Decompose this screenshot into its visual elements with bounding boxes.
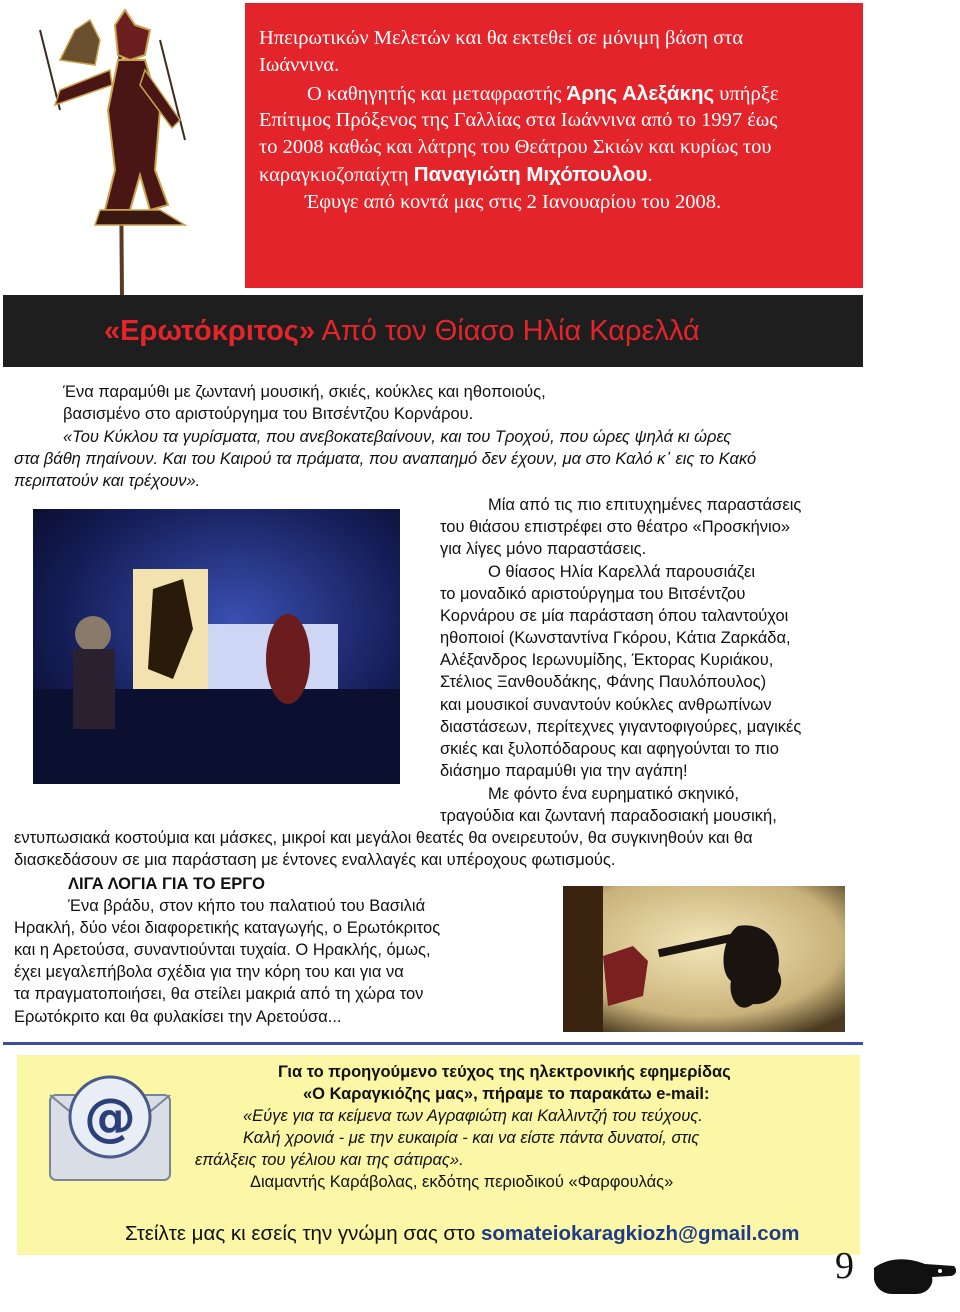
- pointing-hand-icon: [870, 1250, 958, 1300]
- intro-line-5: το 2008 καθώς και λάτρης του Θεάτρου Σκιών και κυρίως του: [259, 136, 772, 158]
- story-line-5: τα πραγματοποιήσει, θα στείλει μακριά από τη χώρα τον: [14, 985, 424, 1003]
- right-col-line-8: Αλέξανδρος Ιερωνυμίδης, Έκτορας Κυριάκου,: [440, 651, 774, 669]
- right-col-line-1: Μία από τις πιο επιτυχημένες παραστάσεις: [488, 496, 802, 514]
- lead-line-1: Ένα παραμύθι με ζωντανή μουσική, σκιές, κούκλες και ηθοποιούς,: [63, 383, 546, 401]
- mailbox-heading-1: Για το προηγούμενο τεύχος της ηλεκτρονικής εφημερίδας: [278, 1063, 731, 1081]
- right-col-line-15: τραγούδια και ζωντανή παραδοσιακή μουσική,: [440, 807, 777, 825]
- quote-line-2: στα βάθη πηαίνουν. Και του Καιρού τα πράματα, που αναπαημό δεν έχουν, μα στο Καλό κ᾽ εις το Κακό: [14, 450, 757, 468]
- prof-name: Άρης Αλεξάκης: [566, 82, 715, 105]
- stage-photo-erotokritos: [33, 509, 400, 784]
- mailbox-msg-2: Καλή χρονιά - με την ευκαιρία - και να είστε πάντα δυνατοί, στις: [243, 1129, 700, 1147]
- story-line-1: Ένα βράδυ, στον κήπο του παλατιού του Βασιλιά: [68, 897, 426, 915]
- right-col-line-4: Ο θίασος Ηλία Καρελλά παρουσιάζει: [488, 563, 756, 581]
- intro-line-3: Ο καθηγητής και μεταφραστής Άρης Αλεξάκης υπήρξε: [307, 82, 779, 105]
- page-number: 9: [835, 1245, 854, 1287]
- right-col-line-2: του θιάσου επιστρέφει στο θέατρο «Προσκήνιο»: [440, 518, 791, 536]
- full-line-2: διασκεδάσουν σε μια παράσταση με έντονες εναλλαγές και υπέροχους φωτισμούς.: [14, 851, 616, 869]
- lead-line-2: βασισμένο στο αριστούργημα του Βιτσέντζου Κορνάρου.: [63, 405, 474, 423]
- mailbox-msg-1: «Εύγε για τα κείμενα των Αγραφιώτη και Καλλιντζή του τεύχους.: [243, 1107, 703, 1125]
- mailbox-signature: Διαμαντής Καράβολας, εκδότης περιοδικού «Φαρφουλάς»: [250, 1173, 674, 1191]
- intro-death-line: Έφυγε από κοντά μας στις 2 Ιανουαρίου του 2008.: [305, 191, 722, 213]
- contact-email-link[interactable]: somateiokaragkiozh@gmail.com: [480, 1222, 800, 1245]
- story-line-4: έχει μεγαλεπήβολα σχέδια για την κόρη του και για να: [14, 963, 404, 981]
- mailbox-msg-3: επάλξεις του γέλιου και της σάτιρας».: [195, 1151, 464, 1169]
- article-title: «Ερωτόκριτος» Από τον Θίασο Ηλία Καρελλά: [104, 315, 700, 347]
- right-col-line-12: σκιές και ξυλοπόδαρους και αφηγούνται το πιο: [440, 740, 779, 758]
- shadow-puppet-image: [0, 0, 250, 300]
- article-title-banner: [3, 295, 863, 367]
- right-col-line-11: διαστάσεων, περίτεχνες γιγαντοφιγούρες, μαγικές: [440, 718, 802, 736]
- right-col-line-3: για λίγες μόνο παραστάσεις.: [440, 540, 647, 558]
- right-col-line-7: ηθοποιοί (Κωνσταντίνα Γκόρου, Κάτια Ζαρκάδα,: [440, 629, 791, 647]
- email-at-icon: [40, 1065, 180, 1200]
- story-line-2: Ηρακλή, δύο νέοι διαφορετικής καταγωγής, ο Ερωτόκριτος: [14, 919, 441, 937]
- intro-line-2: Ιωάννινα.: [259, 54, 340, 76]
- shadow-theatre-photo: [563, 886, 845, 1032]
- mailbox-heading-2: «Ο Καραγκιόζης μας», πήραμε το παρακάτω e-mail:: [303, 1085, 710, 1103]
- karag-name: Παναγιώτη Μιχόπουλου: [413, 163, 648, 186]
- right-col-line-14: Με φόντο ένα ευρηματικό σκηνικό,: [488, 785, 739, 803]
- intro-line-4: Επίτιμος Πρόξενος της Γαλλίας στα Ιωάννινα από το 1997 έως: [259, 109, 778, 131]
- right-col-line-6: Κορνάρου σε μία παράσταση όπου ταλαντούχοι: [440, 607, 789, 625]
- story-line-3: και η Αρετούσα, συναντιούνται τυχαία. Ο Ηρακλής, όμως,: [14, 941, 431, 959]
- right-col-line-13: διάσημο παραμύθι για την αγάπη!: [440, 762, 688, 780]
- section-divider: [3, 1042, 863, 1045]
- at-glyph: @: [84, 1088, 136, 1148]
- quote-line-3: περιπατούν και τρέχουν».: [14, 472, 201, 490]
- right-col-line-5: το μοναδικό αριστούργημα του Βιτσέντζου: [440, 585, 746, 603]
- intro-line-1: Ηπειρωτικών Μελετών και θα εκτεθεί σε μόνιμη βάση στα: [259, 27, 744, 49]
- right-col-line-9: Στέλιος Ξανθουδάκης, Φάνης Παυλόπουλος): [440, 673, 767, 691]
- section-heading: ΛΙΓΑ ΛΟΓΙΑ ΓΙΑ ΤΟ ΕΡΓΟ: [68, 875, 265, 893]
- quote-line-1: «Του Κύκλου τα γυρίσματα, που ανεβοκατεβαίνουν, και του Τροχού, που ώρες ψηλά κι ώρες: [63, 428, 732, 446]
- full-line-1: εντυπωσιακά κοστούμια και μάσκες, μικροί και μεγάλοι θεατές θα ονειρευτούν, θα συγκινηθούν και θα: [14, 829, 753, 847]
- story-line-6: Ερωτόκριτο και θα φυλακίσει την Αρετούσα...: [14, 1008, 342, 1026]
- intro-line-6: καραγκιοζοπαίχτη Παναγιώτη Μιχόπουλου.: [259, 163, 653, 186]
- mailbox-cta: Στείλτε μας κι εσείς την γνώμη σας στο somateiokaragkiozh@gmail.com: [125, 1222, 800, 1245]
- right-col-line-10: και μουσικοί συναντούν κούκλες ανθρωπίνων: [440, 696, 772, 714]
